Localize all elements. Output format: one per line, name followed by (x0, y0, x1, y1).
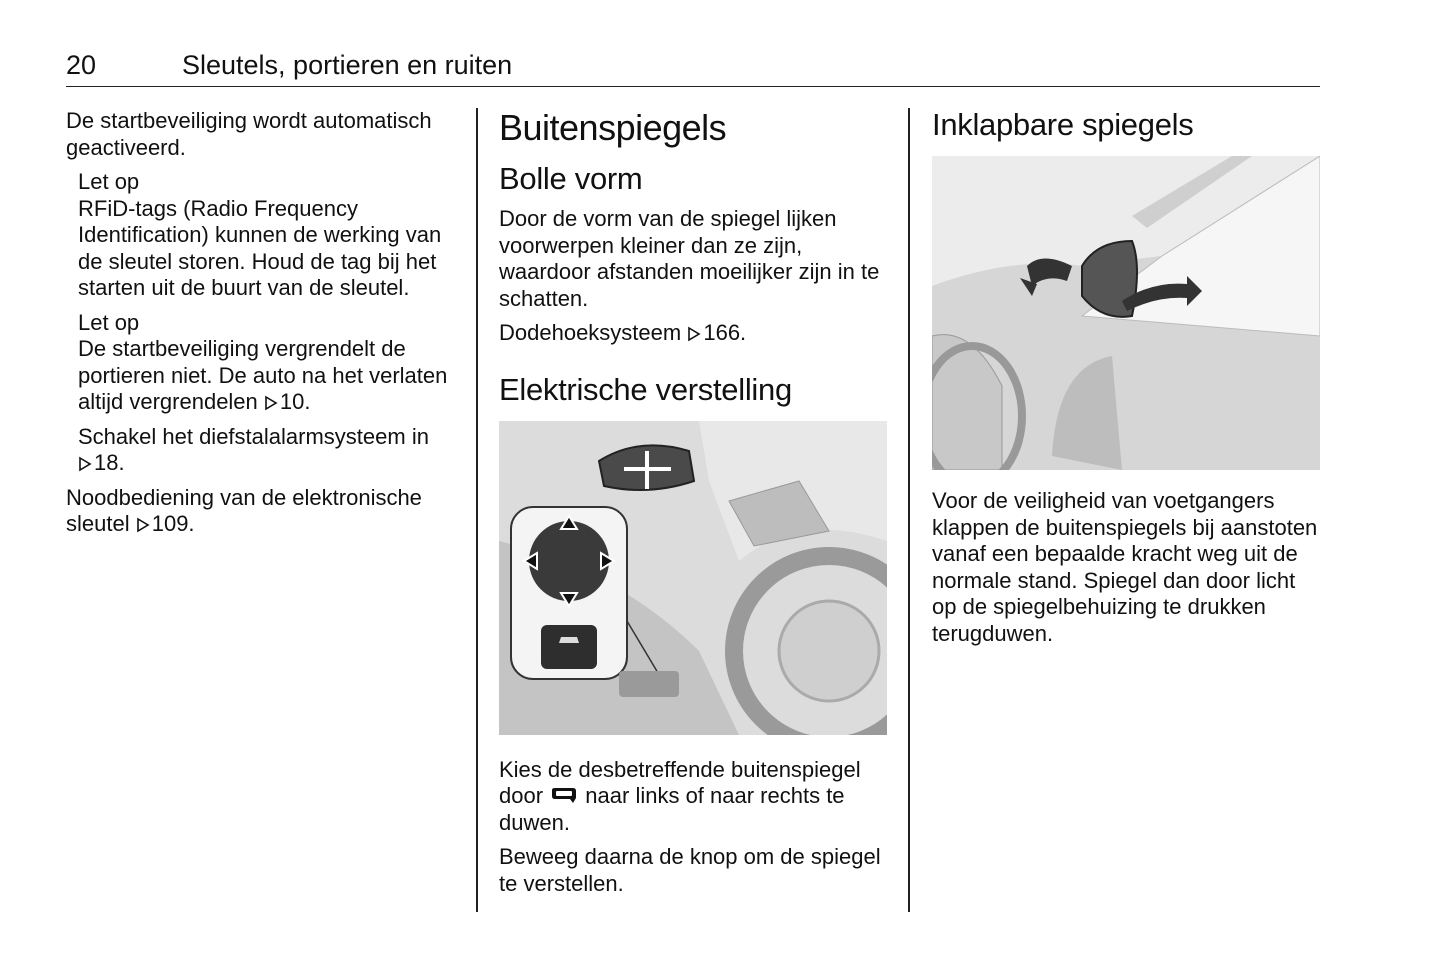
page-reference[interactable]: 10. (279, 389, 311, 414)
reference-arrow-icon (78, 456, 92, 472)
paragraph: Beweeg daarna de knop om de spiegel te verstellen. (499, 844, 881, 896)
note-text: RFiD-tags (Radio Frequency Identification) kunnen de werking van de sleutel storen. Houd de tag bij het starten uit de buurt van de sleutel. (78, 195, 442, 300)
paragraph (78, 424, 458, 477)
column-left (66, 108, 458, 546)
page-reference[interactable]: 109. (151, 511, 195, 536)
chapter-title: Sleutels, portieren en ruiten (182, 50, 513, 80)
reference-arrow-icon (136, 517, 150, 533)
note-title: Let op (78, 309, 140, 335)
paragraph: De startbeveiliging wordt automatisch geactiveerd. (66, 108, 432, 160)
section-title: Buitenspiegels (499, 107, 727, 148)
paragraph-text: Schakel het diefstalalarmsysteem in (78, 423, 429, 449)
note-block (78, 310, 458, 416)
section-title: Inklapbare spiegels (932, 107, 1194, 142)
column-middle (499, 108, 889, 905)
note-text (78, 336, 458, 416)
subsection-title: Bolle vorm (499, 161, 643, 196)
subsection-title: Elektrische verstelling (499, 371, 792, 407)
page-number: 20 (66, 50, 97, 80)
column-right (932, 108, 1322, 655)
page-header (66, 48, 1320, 87)
reference-arrow-icon (264, 395, 278, 411)
paragraph (66, 485, 458, 538)
mirror-adjust-illustration (499, 421, 887, 735)
paragraph (499, 757, 889, 837)
column-divider (476, 108, 478, 912)
paragraph (499, 320, 889, 347)
paragraph: Door de vorm van de spiegel lijken voorwerpen kleiner dan ze zijn, waardoor afstanden moeilijker zijn in te schatten. (499, 206, 880, 311)
paragraph-text: naar links of naar rechts te duwen. (499, 783, 845, 835)
paragraph: Voor de veiligheid van voetgangers klappen de buitenspiegels bij aanstoten vanaf een bepaalde kracht weg uit de normale stand. Spiegel dan door licht op de spiegelbehuizing te drukken terugduwen. (932, 488, 1318, 646)
folding-mirror-illustration (932, 156, 1320, 470)
paragraph-text: Noodbediening van de elektronische sleutel (66, 484, 422, 536)
mirror-switch-icon (549, 786, 579, 806)
reference-arrow-icon (687, 326, 701, 342)
page-reference[interactable]: 166. (703, 320, 747, 345)
note-block (78, 169, 458, 302)
paragraph-text: Dodehoeksysteem (499, 320, 682, 345)
column-divider (908, 108, 910, 912)
note-title: Let op (78, 169, 140, 194)
note-text-body: De startbeveiliging vergrendelt de portieren niet. De auto na het verlaten altijd vergrendelen (78, 336, 448, 414)
paragraph-text: Kies de desbetreffende buitenspiegel door (499, 756, 861, 808)
page-reference[interactable]: 18. (94, 450, 125, 475)
